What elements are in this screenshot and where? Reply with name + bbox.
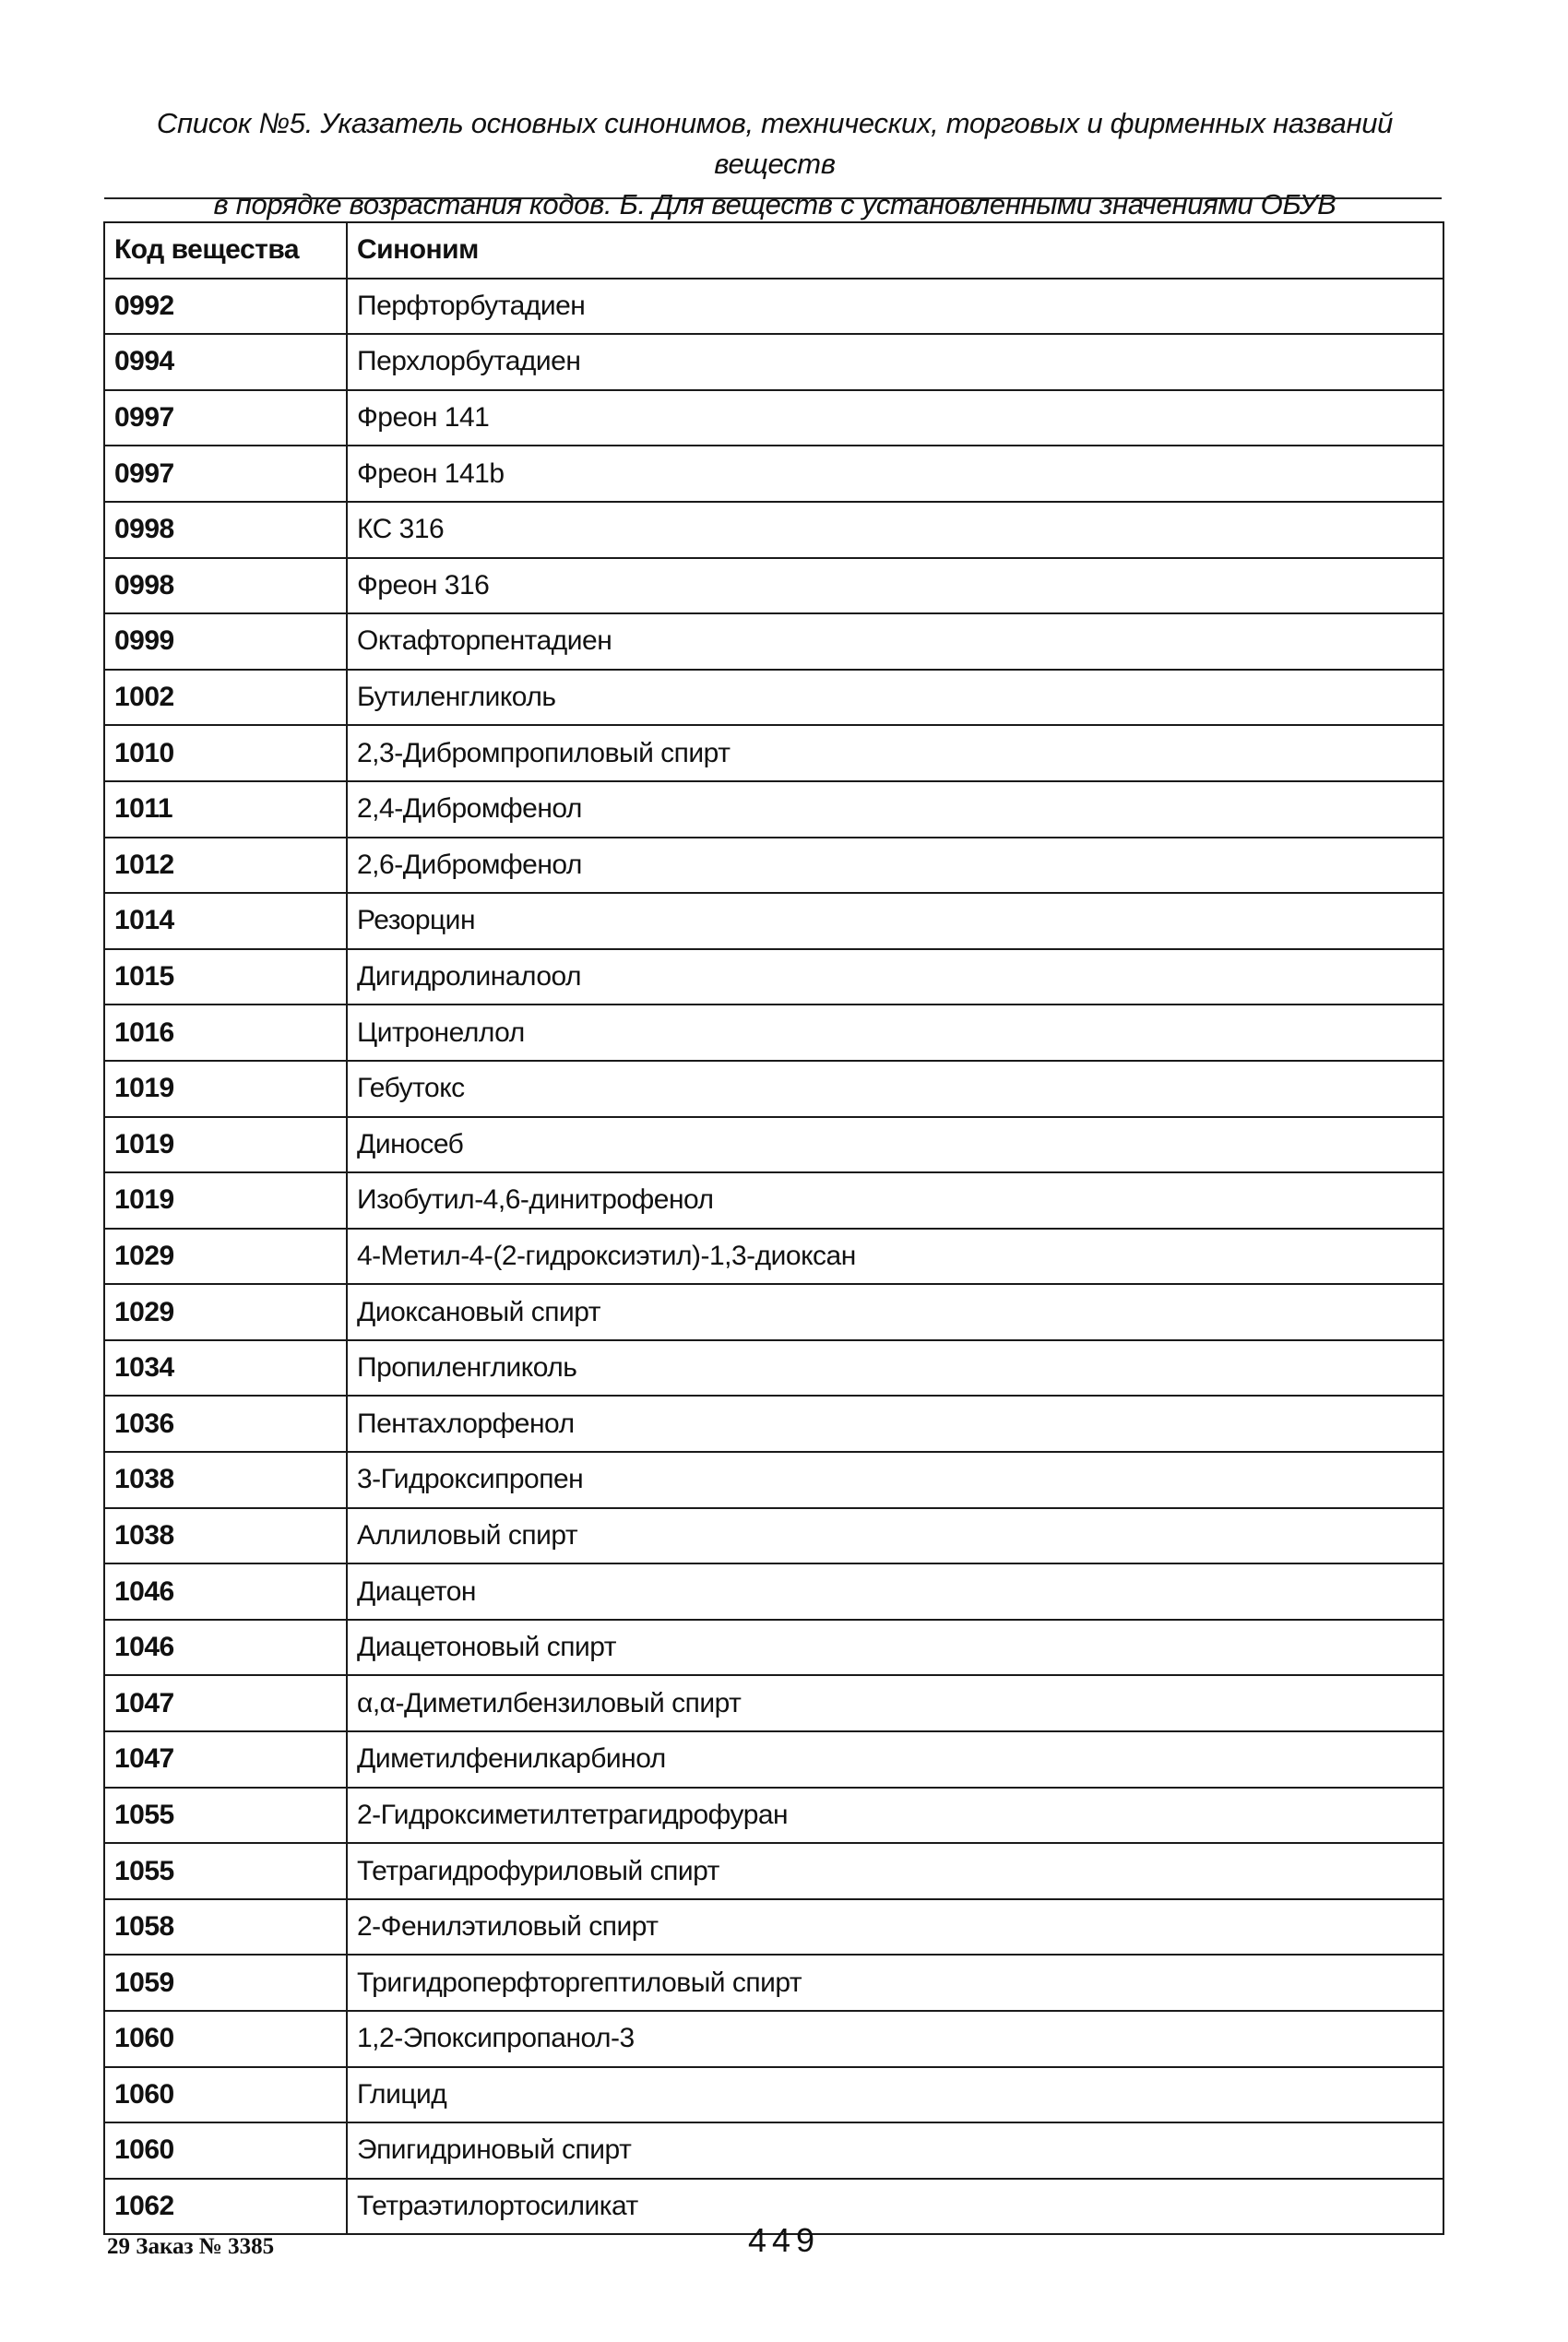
table-row	[104, 893, 1443, 949]
substance-code-cell: 1016	[104, 1005, 347, 1061]
substance-code-cell: 1036	[104, 1396, 347, 1452]
table-row	[104, 725, 1443, 781]
substance-code-cell: 1046	[104, 1563, 347, 1620]
table-row	[104, 1563, 1443, 1620]
substance-code-cell: 1019	[104, 1172, 347, 1229]
running-head	[101, 103, 1448, 225]
substance-code-cell: 0998	[104, 558, 347, 614]
synonym-cell: Глицид	[347, 2067, 1443, 2123]
header-rule	[104, 197, 1442, 199]
synonym-cell: 2,3-Дибромпропиловый спирт	[347, 725, 1443, 781]
synonym-cell: Гебутокс	[347, 1061, 1443, 1117]
print-order-note: 29 Заказ № 3385	[107, 2234, 275, 2259]
table-row	[104, 1229, 1443, 1285]
synonym-cell: 2-Фенилэтиловый спирт	[347, 1899, 1443, 1956]
table-row	[104, 838, 1443, 894]
substance-code-cell: 0998	[104, 502, 347, 558]
synonym-cell: 4-Метил-4-(2-гидроксиэтил)-1,3-диоксан	[347, 1229, 1443, 1285]
substance-code-cell: 1029	[104, 1229, 347, 1285]
page-number: 449	[747, 2221, 821, 2259]
synonym-cell: Изобутил-4,6-динитрофенол	[347, 1172, 1443, 1229]
substance-code-cell: 1047	[104, 1675, 347, 1731]
table-body	[104, 279, 1443, 2235]
synonym-cell: Тетрагидрофуриловый спирт	[347, 1843, 1443, 1899]
substance-code-cell: 1029	[104, 1284, 347, 1340]
substance-code-cell: 1059	[104, 1955, 347, 2011]
substance-code-cell: 1055	[104, 1788, 347, 1844]
substance-code-cell: 0997	[104, 390, 347, 446]
synonym-cell: Диметилфенилкарбинол	[347, 1731, 1443, 1788]
table-row	[104, 390, 1443, 446]
synonym-cell: α,α-Диметилбензиловый спирт	[347, 1675, 1443, 1731]
substance-code-cell: 0994	[104, 334, 347, 390]
substance-code-cell: 1060	[104, 2122, 347, 2179]
synonym-cell: Фреон 141	[347, 390, 1443, 446]
substance-code-cell: 1058	[104, 1899, 347, 1956]
table-row	[104, 1675, 1443, 1731]
synonym-cell: Диоксановый спирт	[347, 1284, 1443, 1340]
substance-code-cell: 1047	[104, 1731, 347, 1788]
synonym-cell: Фреон 316	[347, 558, 1443, 614]
synonym-cell: Перхлорбутадиен	[347, 334, 1443, 390]
table-row	[104, 1843, 1443, 1899]
table-row	[104, 781, 1443, 838]
synonym-cell: Диацетон	[347, 1563, 1443, 1620]
synonym-cell: Аллиловый спирт	[347, 1508, 1443, 1564]
column-header-code: Код вещества	[104, 222, 347, 279]
table-row	[104, 1396, 1443, 1452]
substance-code-cell: 1010	[104, 725, 347, 781]
table-row	[104, 1284, 1443, 1340]
substance-code-cell: 1055	[104, 1843, 347, 1899]
synonyms-table	[103, 221, 1444, 2235]
synonyms-table-container	[103, 221, 1443, 2235]
synonym-cell: 3-Гидроксипропен	[347, 1452, 1443, 1508]
table-row	[104, 279, 1443, 335]
synonym-cell: КС 316	[347, 502, 1443, 558]
substance-code-cell: 1019	[104, 1117, 347, 1173]
synonym-cell: Дигидролиналоол	[347, 949, 1443, 1005]
substance-code-cell: 0999	[104, 613, 347, 670]
synonym-cell: Эпигидриновый спирт	[347, 2122, 1443, 2179]
table-row	[104, 1117, 1443, 1173]
table-row	[104, 502, 1443, 558]
substance-code-cell: 1038	[104, 1508, 347, 1564]
synonym-cell: 2-Гидроксиметилтетрагидрофуран	[347, 1788, 1443, 1844]
synonym-cell: Диацетоновый спирт	[347, 1620, 1443, 1676]
synonym-cell: 2,6-Дибромфенол	[347, 838, 1443, 894]
synonym-cell: Диносеб	[347, 1117, 1443, 1173]
substance-code-cell: 1015	[104, 949, 347, 1005]
table-row	[104, 1061, 1443, 1117]
synonym-cell: 1,2-Эпоксипропанол-3	[347, 2011, 1443, 2067]
substance-code-cell: 1060	[104, 2011, 347, 2067]
table-row	[104, 2011, 1443, 2067]
synonym-cell: Тригидроперфторгептиловый спирт	[347, 1955, 1443, 2011]
substance-code-cell: 1038	[104, 1452, 347, 1508]
substance-code-cell: 1011	[104, 781, 347, 838]
synonym-cell: Перфторбутадиен	[347, 279, 1443, 335]
synonym-cell: Фреон 141b	[347, 446, 1443, 502]
synonym-cell: Тетраэтилортосиликат	[347, 2179, 1443, 2235]
table-row	[104, 1899, 1443, 1956]
synonym-cell: Пропиленгликоль	[347, 1340, 1443, 1397]
synonym-cell: Бутиленгликоль	[347, 670, 1443, 726]
table-row	[104, 1172, 1443, 1229]
table-row	[104, 1508, 1443, 1564]
substance-code-cell: 0992	[104, 279, 347, 335]
table-row	[104, 1788, 1443, 1844]
table-row	[104, 613, 1443, 670]
table-row	[104, 1452, 1443, 1508]
column-header-synonym: Синоним	[347, 222, 1443, 279]
substance-code-cell: 1062	[104, 2179, 347, 2235]
table-row	[104, 558, 1443, 614]
synonym-cell: 2,4-Дибромфенол	[347, 781, 1443, 838]
table-header-row	[104, 222, 1443, 279]
substance-code-cell: 1046	[104, 1620, 347, 1676]
substance-code-cell: 1034	[104, 1340, 347, 1397]
table-row	[104, 1731, 1443, 1788]
substance-code-cell: 1012	[104, 838, 347, 894]
substance-code-cell: 0997	[104, 446, 347, 502]
table-row	[104, 949, 1443, 1005]
synonym-cell: Пентахлорфенол	[347, 1396, 1443, 1452]
synonym-cell: Цитронеллол	[347, 1005, 1443, 1061]
running-head-line-1: Список №5. Указатель основных синонимов, технических, торговых и фирменных названий веществ	[156, 107, 1394, 180]
table-row	[104, 1955, 1443, 2011]
running-head-line-2: в порядке возрастания кодов. Б. Для веществ с установленными значениями ОБУВ	[213, 188, 1336, 220]
synonym-cell: Резорцин	[347, 893, 1443, 949]
table-row	[104, 1005, 1443, 1061]
substance-code-cell: 1002	[104, 670, 347, 726]
substance-code-cell: 1014	[104, 893, 347, 949]
table-row	[104, 446, 1443, 502]
table-row	[104, 2122, 1443, 2179]
table-row	[104, 334, 1443, 390]
table-row	[104, 2067, 1443, 2123]
synonym-cell: Октафторпентадиен	[347, 613, 1443, 670]
table-row	[104, 1340, 1443, 1397]
table-row	[104, 1620, 1443, 1676]
table-row	[104, 670, 1443, 726]
substance-code-cell: 1019	[104, 1061, 347, 1117]
substance-code-cell: 1060	[104, 2067, 347, 2123]
